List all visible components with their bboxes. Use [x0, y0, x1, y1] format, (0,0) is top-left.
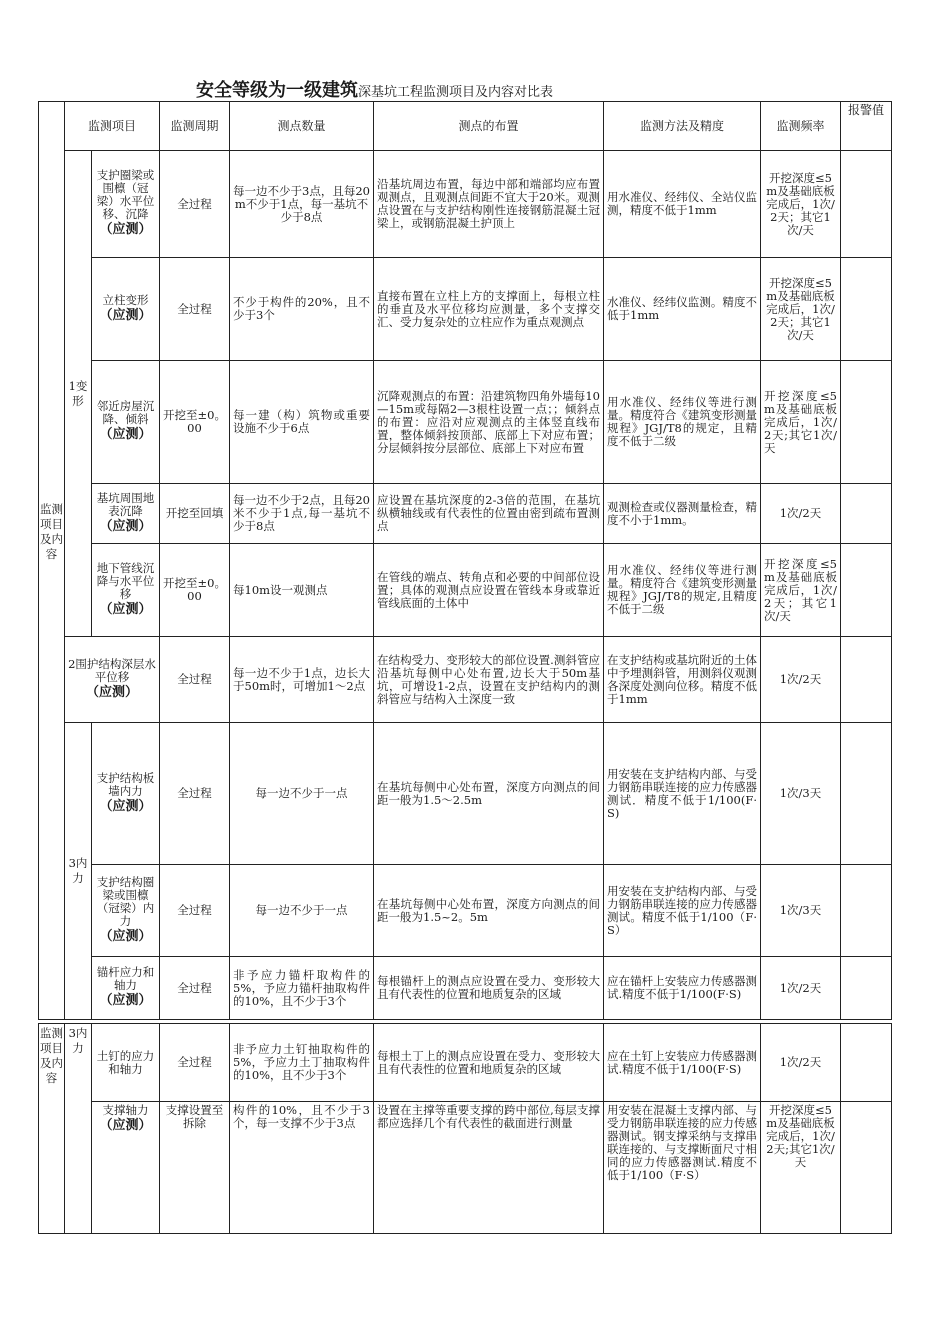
method-cell: 观测检查或仪器测量检查，精度不小于1mm。 [604, 484, 761, 544]
header-item: 监测项目 [65, 102, 160, 151]
method-cell: 水准仪、经纬仪监测。精度不低于1mm [604, 258, 761, 361]
layout-cell: 直接布置在立柱上方的支撑面上，每根立柱的垂直及水平位移均应测量，多个支撑交汇、受力复杂处的立柱应作为重点观测点 [374, 258, 604, 361]
count-cell: 每10m设一观测点 [230, 544, 374, 637]
alarm-cell [841, 361, 892, 484]
count-cell: 每一边不少于1点，边长大于50m时，可增加1～2点 [230, 637, 374, 723]
method-cell: 用安装在支护结构内部、与受力钢筋串联连接的应力传感器测试。精度不低于1/100（F·S） [604, 865, 761, 957]
layout-cell: 沉降观测点的布置：沿建筑物四角外墙每10—15m或每隔2—3根柱设置一点；；倾斜点的布置：应沿对应观测点的主体竖直线布置，整体倾斜按顶部、底部上下对应布置；分层倾斜按分层部位、底部上下对应布置 [374, 361, 604, 484]
method-cell: 用安装在混凝土支撑内部、与受力钢筋串联连接的应力传感器测试。钢支撑采纳与支撑串联连接的、与支撑断面尺寸相同的应力传感器测试.精度不低于1/100（F·S） [604, 1102, 761, 1234]
alarm-cell [841, 723, 892, 865]
alarm-cell [841, 484, 892, 544]
item-name: 立柱变形 （应测） [92, 258, 160, 361]
item-name: 地下管线沉降与水平位移 （应测） [92, 544, 160, 637]
table-row [39, 1024, 892, 1102]
frequency-cell: 1次/3天 [761, 865, 841, 957]
count-cell: 每一边不少于一点 [230, 865, 374, 957]
method-cell: 用水准仪、经纬仪等进行测量。精度符合《建筑变形测量规程》JGJ/T8的规定,且精度不低于二级 [604, 544, 761, 637]
table-row [39, 258, 892, 361]
period-cell: 支撑设置至拆除 [160, 1102, 230, 1234]
outer-group-label: 监测项目及内容 [39, 102, 65, 1020]
alarm-cell [841, 637, 892, 723]
table-row [39, 544, 892, 637]
item-name: 锚杆应力和轴力 （应测） [92, 957, 160, 1020]
header-method: 监测方法及精度 [604, 102, 761, 151]
frequency-cell: 开挖深度≤5m及基础底板完成后，1次/2天；其它1次/天 [761, 544, 841, 637]
table-row [39, 151, 892, 258]
frequency-cell: 开挖深度≤5m及基础底板完成后，1次/2天；其它1次/天 [761, 258, 841, 361]
table-row [39, 484, 892, 544]
method-cell: 应在锚杆上安装应力传感器测试.精度不低于1/100(F·S) [604, 957, 761, 1020]
period-cell: 全过程 [160, 151, 230, 258]
item-name: 邻近房屋沉降、倾斜 （应测） [92, 361, 160, 484]
count-cell: 不少于构件的20%，且不少于3个 [230, 258, 374, 361]
period-cell: 开挖至回填 [160, 484, 230, 544]
count-cell: 每一边不少于2点，且每20米不少于1点,每一基坑不少于8点 [230, 484, 374, 544]
header-layout: 测点的布置 [374, 102, 604, 151]
layout-cell: 每根锚杆上的测点应设置在受力、变形较大且有代表性的位置和地质复杂的区域 [374, 957, 604, 1020]
alarm-cell [841, 957, 892, 1020]
frequency-cell: 1次/2天 [761, 1024, 841, 1102]
header-row [39, 102, 892, 151]
layout-cell: 设置在主撑等重要支撑的跨中部位,每层支撑都应选择几个有代表性的截面进行测量 [374, 1102, 604, 1234]
period-cell: 全过程 [160, 637, 230, 723]
method-cell: 应在土钉上安装应力传感器测试.精度不低于1/100(F·S) [604, 1024, 761, 1102]
item-name: 支护结构板墙内力 （应测） [92, 723, 160, 865]
title-normal: 深基坑工程监测项目及内容对比表 [358, 85, 554, 100]
table-row [39, 865, 892, 957]
group-deform: 1变形 [65, 151, 92, 637]
header-period: 监测周期 [160, 102, 230, 151]
frequency-cell: 开挖深度≤5m及基础底板完成后，1次/2天;其它1次/天 [761, 361, 841, 484]
item-name: 支护圈梁或围檩（冠梁）水平位移、沉降 （应测） [92, 151, 160, 258]
table-row [39, 723, 892, 865]
count-cell: 每一建（构）筑物或重要设施不少于6点 [230, 361, 374, 484]
frequency-cell: 开挖深度≤5m及基础底板完成后，1次/2天；其它1次/天 [761, 151, 841, 258]
period-cell: 全过程 [160, 723, 230, 865]
item-name: 支护结构圈梁或围檩（冠梁）内力 （应测） [92, 865, 160, 957]
monitoring-table-continued [38, 1023, 892, 1234]
alarm-cell [841, 258, 892, 361]
method-cell: 用水准仪、经纬仪、全站仪监测，精度不低于1mm [604, 151, 761, 258]
count-cell: 非予应力土钉抽取构件的5%，予应力土丁抽取构件的10%，且不少于3个 [230, 1024, 374, 1102]
count-cell: 每一边不少于3点，且每20m不少于1点，每一基坑不少于8点 [230, 151, 374, 258]
header-frequency: 监测频率 [761, 102, 841, 151]
frequency-cell: 开挖深度≤5m及基础底板完成后，1次/2天;其它1次/天 [761, 1102, 841, 1234]
alarm-cell [841, 1024, 892, 1102]
layout-cell: 应设置在基坑深度的2-3倍的范围，在基坑纵横轴线或有代表性的位置由密到疏布置测点 [374, 484, 604, 544]
table-row [39, 957, 892, 1020]
layout-cell: 沿基坑周边布置，每边中部和端部均应布置观测点，且观测点间距不宜大于20米。观测点设置在与支护结构刚性连接钢筋混凝土冠梁上，或钢筋混凝土护顶上 [374, 151, 604, 258]
period-cell: 全过程 [160, 1024, 230, 1102]
item-name: 支撑轴力 （应测） [92, 1102, 160, 1234]
period-cell: 开挖至±0。00 [160, 361, 230, 484]
period-cell: 全过程 [160, 865, 230, 957]
alarm-cell [841, 151, 892, 258]
document-title [196, 76, 553, 100]
count-cell: 非予应力锚杆取构件的5%，予应力锚杆抽取构件的10%，且不少于3个 [230, 957, 374, 1020]
monitoring-table [38, 101, 892, 1020]
frequency-cell: 1次/2天 [761, 484, 841, 544]
method-cell: 用安装在支护结构内部、与受力钢筋串联连接的应力传感器测试．精度不低于1/100(F·S) [604, 723, 761, 865]
alarm-cell [841, 865, 892, 957]
title-bold: 安全等级为一级建筑 [196, 80, 358, 101]
count-cell: 每一边不少于一点 [230, 723, 374, 865]
item-name: 基坑周围地表沉降 （应测） [92, 484, 160, 544]
alarm-cell [841, 1102, 892, 1234]
header-count: 测点数量 [230, 102, 374, 151]
period-cell: 全过程 [160, 957, 230, 1020]
method-cell: 在支护结构或基坑附近的土体中予埋测斜管，用测斜仪观测各深度处测向位移。精度不低于1mm [604, 637, 761, 723]
layout-cell: 在基坑每侧中心处布置，深度方向测点的间距一般为1.5～2.5m [374, 723, 604, 865]
frequency-cell: 1次/2天 [761, 957, 841, 1020]
method-cell: 用水准仪、经纬仪等进行测量。精度符合《建筑变形测量规程》JGJ/T8的规定，且精度不低于二级 [604, 361, 761, 484]
alarm-cell [841, 544, 892, 637]
layout-cell: 每根土丁上的测点应设置在受力、变形较大且有代表性的位置和地质复杂的区域 [374, 1024, 604, 1102]
outer-group-label-2: 监测项目及内容 [39, 1024, 65, 1234]
frequency-cell: 1次/3天 [761, 723, 841, 865]
period-cell: 全过程 [160, 258, 230, 361]
item-name: 2围护结构深层水平位移 （应测） [65, 637, 160, 723]
item-name: 土钉的应力和轴力 [92, 1024, 160, 1102]
count-cell: 构件的10%，且不少于3个，每一支撑不少于3点 [230, 1102, 374, 1234]
layout-cell: 在基坑每侧中心处布置，深度方向测点的间距一般为1.5~2。5m [374, 865, 604, 957]
layout-cell: 在结构受力、变形较大的部位设置.测斜管应沿基坑每侧中心处布置,边长大于50m基坑，可增设1-2点，设置在支护结构内的测斜管应与结构入土深度一致 [374, 637, 604, 723]
group-internal-force: 3内力 [65, 723, 92, 1020]
frequency-cell: 1次/2天 [761, 637, 841, 723]
period-cell: 开挖至±0。00 [160, 544, 230, 637]
layout-cell: 在管线的端点、转角点和必要的中间部位设置；具体的观测点应设置在管线本身或靠近管线底面的土体中 [374, 544, 604, 637]
table-row [39, 361, 892, 484]
table-row [39, 637, 892, 723]
group-internal-force-2: 3内力 [65, 1024, 92, 1234]
header-alarm: 报警值 [841, 102, 892, 151]
table-row [39, 1102, 892, 1234]
